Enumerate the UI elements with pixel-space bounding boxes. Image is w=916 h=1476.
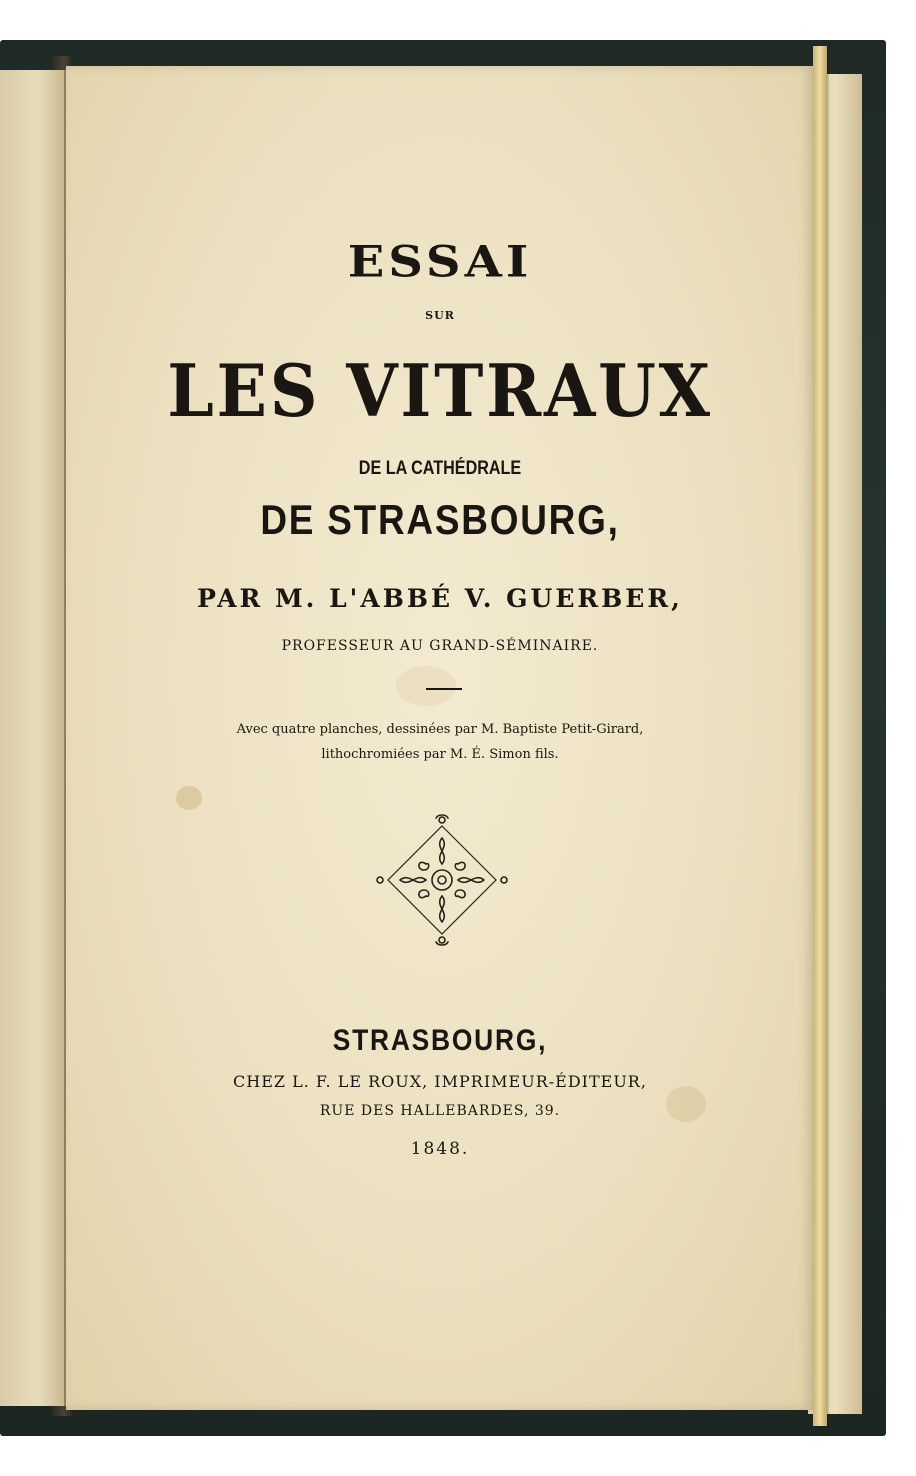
plates-note-line-2: lithochromiées par M. É. Simon fils. (321, 747, 559, 762)
facing-page (0, 70, 66, 1406)
imprint-year: 1848. (410, 1139, 470, 1159)
scroll-fleuron-icon (376, 814, 508, 946)
plates-note-line-1: Avec quatre planches, dessinées par M. Baptiste Petit-Girard, (236, 722, 644, 737)
author-line: PAR M. L'ABBÉ V. GUERBER, (197, 584, 683, 613)
imprint-address: RUE DES HALLEBARDES, 39. (319, 1103, 561, 1119)
author-role: PROFESSEUR AU GRAND-SÉMINAIRE. (281, 638, 599, 654)
title-essai: ESSAI (347, 236, 533, 288)
divider-rule (426, 688, 462, 690)
imprint-publisher: CHEZ L. F. LE ROUX, IMPRIMEUR-ÉDITEUR, (233, 1072, 647, 1091)
main-title: LES VITRAUX (167, 348, 713, 433)
subtitle-cathedrale: DE LA CATHÉDRALE (358, 458, 522, 479)
bookmark-ribbon (813, 46, 827, 1426)
foxing-stain (176, 786, 202, 810)
foxing-stain (396, 666, 456, 706)
subtitle-strasbourg: DE STRASBOURG, (260, 496, 620, 543)
title-sur: SUR (425, 309, 455, 322)
title-page (66, 66, 814, 1410)
imprint-city: STRASBOURG, (332, 1024, 548, 1057)
